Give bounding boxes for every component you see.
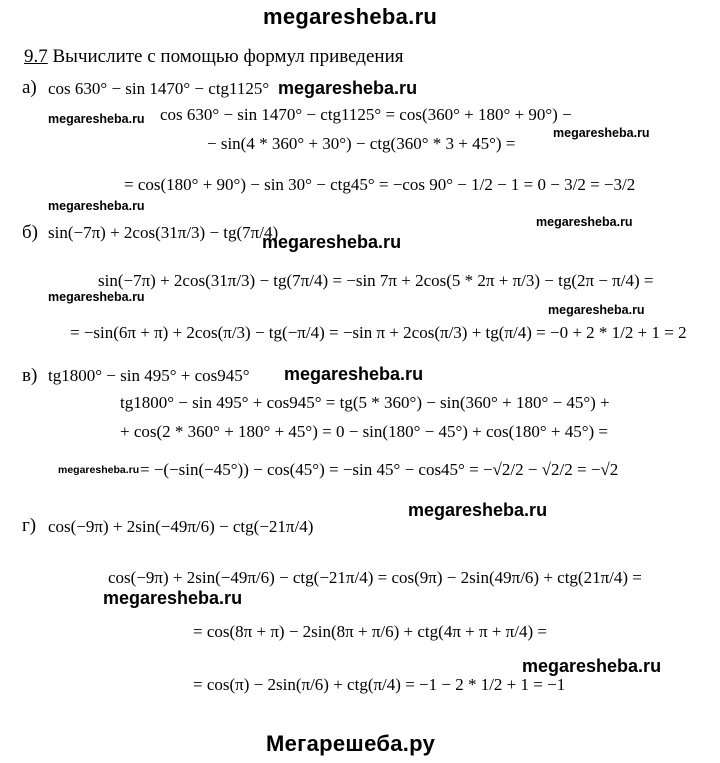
watermark: megaresheba.ru xyxy=(548,303,645,317)
part-a-line-1: cos 630° − sin 1470° − ctg1125° = cos(360° + 180° + 90°) − xyxy=(160,105,572,124)
watermark: megaresheba.ru xyxy=(553,126,650,140)
watermark: megaresheba.ru xyxy=(536,215,633,229)
part-v-expression: tg1800° − sin 495° + cos945° xyxy=(48,366,250,385)
footer-site: Мегарешеба.ру xyxy=(266,731,436,756)
task-text: Вычислите с помощью формул приведения xyxy=(52,46,404,67)
watermark: megaresheba.ru xyxy=(48,290,145,304)
part-a-line-2: − sin(4 * 360° + 30°) − ctg(360° * 3 + 45°) = xyxy=(207,134,516,153)
watermark: megaresheba.ru xyxy=(58,464,140,476)
part-a-label: а) xyxy=(22,77,37,98)
part-a-expression: cos 630° − sin 1470° − ctg1125° xyxy=(48,79,270,98)
watermark: megaresheba.ru xyxy=(262,232,402,252)
part-g-line-2: = cos(8π + π) − 2sin(8π + π/6) + ctg(4π + π + π/4) = xyxy=(193,622,547,641)
watermark: megaresheba.ru xyxy=(48,112,145,126)
part-g-label: г) xyxy=(22,515,37,536)
part-v-line-3: = −(−sin(−45°)) − cos(45°) = −sin 45° − cos45° = −√2/2 − √2/2 = −√2 xyxy=(140,460,619,479)
part-v-line-2: + cos(2 * 360° + 180° + 45°) = 0 − sin(180° − 45°) + cos(180° + 45°) = xyxy=(120,422,609,441)
task-title xyxy=(24,46,403,68)
part-v-line-1: tg1800° − sin 495° + cos945° = tg(5 * 360°) − sin(360° + 180° − 45°) + xyxy=(120,393,610,412)
part-b-expression: sin(−7π) + 2cos(31π/3) − tg(7π/4) xyxy=(48,223,279,242)
part-a-line-3: = cos(180° + 90°) − sin 30° − ctg45° = −cos 90° − 1/2 − 1 = 0 − 3/2 = −3/2 xyxy=(124,175,636,194)
watermark: megaresheba.ru xyxy=(284,364,424,384)
part-g-line-1: cos(−9π) + 2sin(−49π/6) − ctg(−21π/4) = cos(9π) − 2sin(49π/6) + ctg(21π/4) = xyxy=(108,568,642,587)
part-v-label: в) xyxy=(22,365,38,386)
watermark: megaresheba.ru xyxy=(522,656,662,676)
watermark: megaresheba.ru xyxy=(48,199,145,213)
part-b-line-1: sin(−7π) + 2cos(31π/3) − tg(7π/4) = −sin 7π + 2cos(5 * 2π + π/3) − tg(2π − π/4) = xyxy=(98,271,654,290)
watermark: megaresheba.ru xyxy=(408,500,548,520)
watermark: megaresheba.ru xyxy=(103,588,243,608)
part-b-label: б) xyxy=(22,222,38,243)
header-site: megaresheba.ru xyxy=(263,4,438,29)
task-number: 9.7 xyxy=(24,46,48,67)
part-g-line-3: = cos(π) − 2sin(π/6) + ctg(π/4) = −1 − 2 * 1/2 + 1 = −1 xyxy=(193,675,566,694)
watermark: megaresheba.ru xyxy=(278,78,418,98)
part-b-line-2: = −sin(6π + π) + 2cos(π/3) − tg(−π/4) = −sin π + 2cos(π/3) + tg(π/4) = −0 + 2 * 1/2 + 1 = 2 xyxy=(70,323,687,342)
part-g-expression: cos(−9π) + 2sin(−49π/6) − ctg(−21π/4) xyxy=(48,517,314,536)
